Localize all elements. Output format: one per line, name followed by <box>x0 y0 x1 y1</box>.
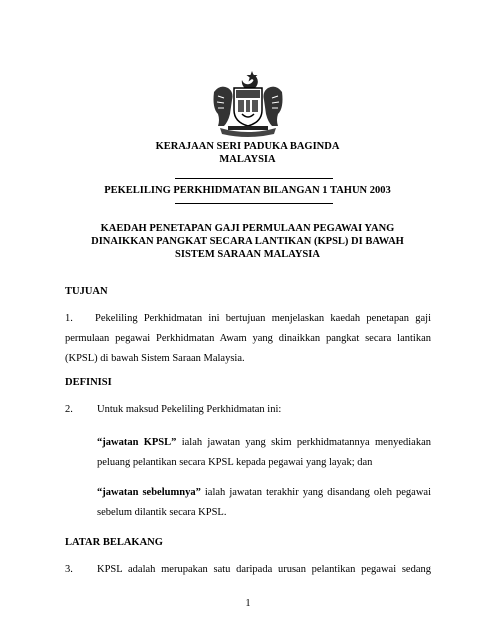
subject-line-1: KAEDAH PENETAPAN GAJI PERMULAAN PEGAWAI YANG <box>100 223 395 234</box>
definition-jawatan-sebelumnya <box>97 483 431 523</box>
header-rule-top <box>175 178 333 179</box>
term-jawatan-kpsl: “jawatan KPSL” <box>97 437 177 448</box>
paragraph-number-2: 2. <box>65 404 73 415</box>
section-heading-tujuan: TUJUAN <box>65 286 108 297</box>
header-rule-bottom <box>175 203 333 204</box>
definition-jawatan-kpsl <box>97 433 431 473</box>
paragraph-number-3: 3. <box>65 564 73 575</box>
def-jawatan-sebelumnya: ialah jawatan terakhir yang disandang oleh pegawai sebelum dilantik secara KPSL. <box>97 487 431 518</box>
paragraph-definisi-intro: Untuk maksud Pekeliling Perkhidmatan ini: <box>97 404 282 415</box>
circular-title: PEKELILING PERKHIDMATAN BILANGAN 1 TAHUN 2003 <box>104 185 391 196</box>
paragraph-latar-belakang: KPSL adalah merupakan satu daripada urusan pelantikan pegawai sedang <box>97 564 431 575</box>
subject-line-3: SISTEM SARAAN MALAYSIA <box>175 249 320 260</box>
page-number: 1 <box>245 598 251 609</box>
country-title: MALAYSIA <box>219 154 276 165</box>
paragraph-tujuan: Pekeliling Perkhidmatan ini bertujuan menjelaskan kaedah penetapan gaji permulaan pegawai Perkhidmatan Awam yang dinaikkan pangkat secara lantikan (KPSL) di bawah Sistem Saraan Malaysia. <box>65 313 431 364</box>
section-heading-latar-belakang: LATAR BELAKANG <box>65 537 163 548</box>
paragraph-number-1: 1. <box>65 313 73 324</box>
government-title: KERAJAAN SERI PADUKA BAGINDA <box>155 141 340 152</box>
subject-line-2: DINAIKKAN PANGKAT SECARA LANTIKAN (KPSL) DI BAWAH <box>91 236 404 247</box>
section-heading-definisi: DEFINISI <box>65 377 112 388</box>
coat-of-arms-icon <box>206 68 290 138</box>
term-jawatan-sebelumnya: “jawatan sebelumnya” <box>97 487 201 498</box>
def-jawatan-kpsl: ialah jawatan yang skim perkhidmatannya menyediakan peluang pelantikan secara KPSL kepada pegawai yang layak; dan <box>97 437 431 468</box>
